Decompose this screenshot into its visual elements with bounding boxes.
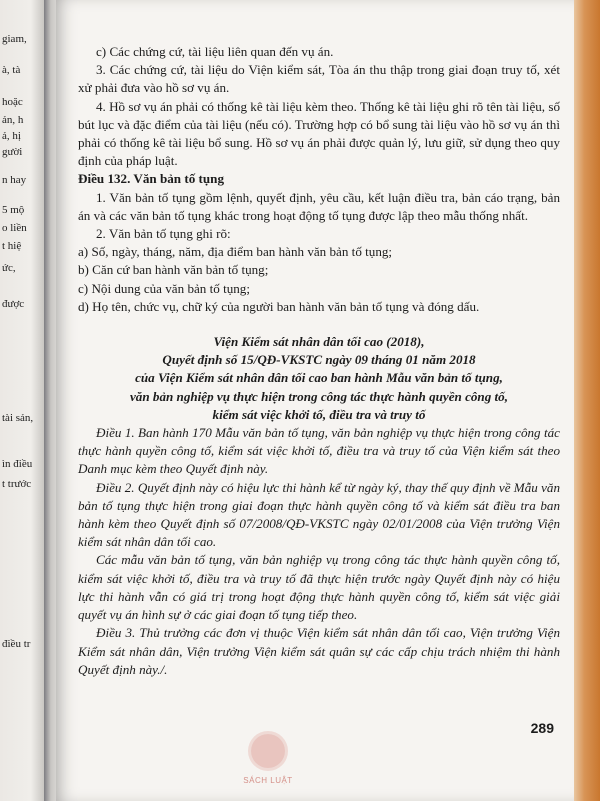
paragraph: 3. Các chứng cứ, tài liệu do Viện kiểm sát, Tòa án thu thập trong giai đoạn truy tố, xét xử phải đưa vào hồ sơ vụ án. <box>78 62 560 96</box>
left-page-fragment: 5 mộ <box>2 204 25 216</box>
left-page-fragment: n hay <box>2 174 27 186</box>
left-page-fragment: hoặc <box>2 96 23 108</box>
left-page-fragment: ản, h <box>2 114 24 126</box>
left-page-fragment: à, tà <box>2 64 21 76</box>
left-page-fragment: t trước <box>2 478 32 490</box>
left-page-fragment: được <box>2 298 25 310</box>
quote-paragraph: Điều 3. Thủ trưởng các đơn vị thuộc Viện kiểm sát nhân dân tối cao, Viện trưởng Viện Kiểm sát nhân dân, Viện trưởng Viện kiểm sát quân sự các cấp chịu trách nhiệm thi hành Quyết định này./. <box>78 625 560 677</box>
quote-paragraph: Điều 1. Ban hành 170 Mẫu văn bản tố tụng, văn bản nghiệp vụ thực hiện trong công tác thực hành quyền công tố, kiểm sát việc khởi tố, điều tra và truy tố của Viện kiểm sát theo Danh mục kèm theo Quyết định này. <box>78 425 560 477</box>
article-clause: 2. Văn bản tố tụng ghi rõ: <box>96 226 231 242</box>
scales-logo-icon <box>251 734 285 768</box>
watermark <box>238 734 298 800</box>
article-clause: 1. Văn bản tố tụng gồm lệnh, quyết định, yêu cầu, kết luận điều tra, bản cáo trạng, bản án và các văn bản tố tụng khác trong hoạt động tố tụng được lập theo mẫu thống nhất. <box>78 189 560 223</box>
left-page-edge <box>0 0 44 801</box>
left-page-fragment: tài sản, <box>2 412 34 424</box>
article-item: d) Họ tên, chức vụ, chữ ký của người ban hành văn bản tố tụng và đóng dấu. <box>78 298 480 314</box>
left-page-fragment: o liền <box>2 222 27 234</box>
left-page-fragment: ả, hị <box>2 130 21 142</box>
article-heading: Điều 132. Văn bản tố tụng <box>78 171 225 187</box>
quote-heading-line: của Viện Kiểm sát nhân dân tối cao ban hành Mẫu văn bản tố tụng, <box>135 370 503 386</box>
paragraph: 4. Hồ sơ vụ án phải có thống kê tài liệu kèm theo. Thống kê tài liệu ghi rõ tên tài liệu, số bút lục và đặc điểm của tài liệu (nếu có). Trường hợp có bổ sung tài liệu vào hồ sơ vụ án thì phải có thống kê tài liệu bổ sung. Hồ sơ vụ án phải được quản lý, lưu giữ, sử dụng theo quy định của pháp luật. <box>78 98 560 169</box>
left-page-fragment: điều tr <box>2 638 31 650</box>
quote-paragraph: Các mẫu văn bản tố tụng, văn bản nghiệp vụ trong công tác thực hành quyền công tố, kiểm sát việc khởi tố, điều tra và truy tố đã thực hiện trước ngày Quyết định này có hiệu lực thi hành vẫn có giá trị trong hoạt động thực hành quyền công tố, kiểm sát việc giải quyết vụ án hình sự ở các giai đoạn tố tụng tiếp theo. <box>78 552 560 623</box>
page-edges <box>574 0 600 801</box>
article-item: b) Căn cứ ban hành văn bản tố tụng; <box>78 262 269 278</box>
quote-paragraph: Điều 2. Quyết định này có hiệu lực thi hành kể từ ngày ký, thay thế quy định về Mẫu văn bản tố tụng thực hiện trong giai đoạn thực hành quyền công tố và kiểm sát điều tra ban hành kèm theo Quyết định số 07/2008/QĐ-VKSTC ngày 02/01/2008 của Viện trưởng Viện kiểm sát nhân dân tối cao. <box>78 479 560 550</box>
article-item: a) Số, ngày, tháng, năm, địa điểm ban hành văn bản tố tụng; <box>78 244 393 260</box>
quote-heading-line: kiểm sát việc khởi tố, điều tra và truy tố <box>212 406 426 422</box>
paragraph: c) Các chứng cứ, tài liệu liên quan đến vụ án. <box>96 44 334 59</box>
quote-heading-line: Quyết định số 15/QĐ-VKSTC ngày 09 tháng 01 năm 2018 <box>162 352 476 368</box>
page-content <box>78 43 560 679</box>
left-page-fragment: giam, <box>2 33 27 45</box>
left-page-fragment: ìn điều <box>2 458 33 470</box>
left-page-fragment: ức, <box>2 262 16 274</box>
quote-heading-line: Viện Kiểm sát nhân dân tối cao (2018), <box>213 334 425 350</box>
left-page-fragment: gười <box>2 146 23 158</box>
quote-heading-line: văn bản nghiệp vụ thực hiện trong công tác thực hành quyền công tố, <box>129 388 508 404</box>
left-page-fragment: t hiệ <box>2 240 22 252</box>
page-number: 289 <box>530 720 554 736</box>
book-page <box>56 0 574 801</box>
article-item: c) Nội dung của văn bản tố tụng; <box>78 280 250 296</box>
watermark-text: SÁCH LUẬT <box>243 776 293 785</box>
